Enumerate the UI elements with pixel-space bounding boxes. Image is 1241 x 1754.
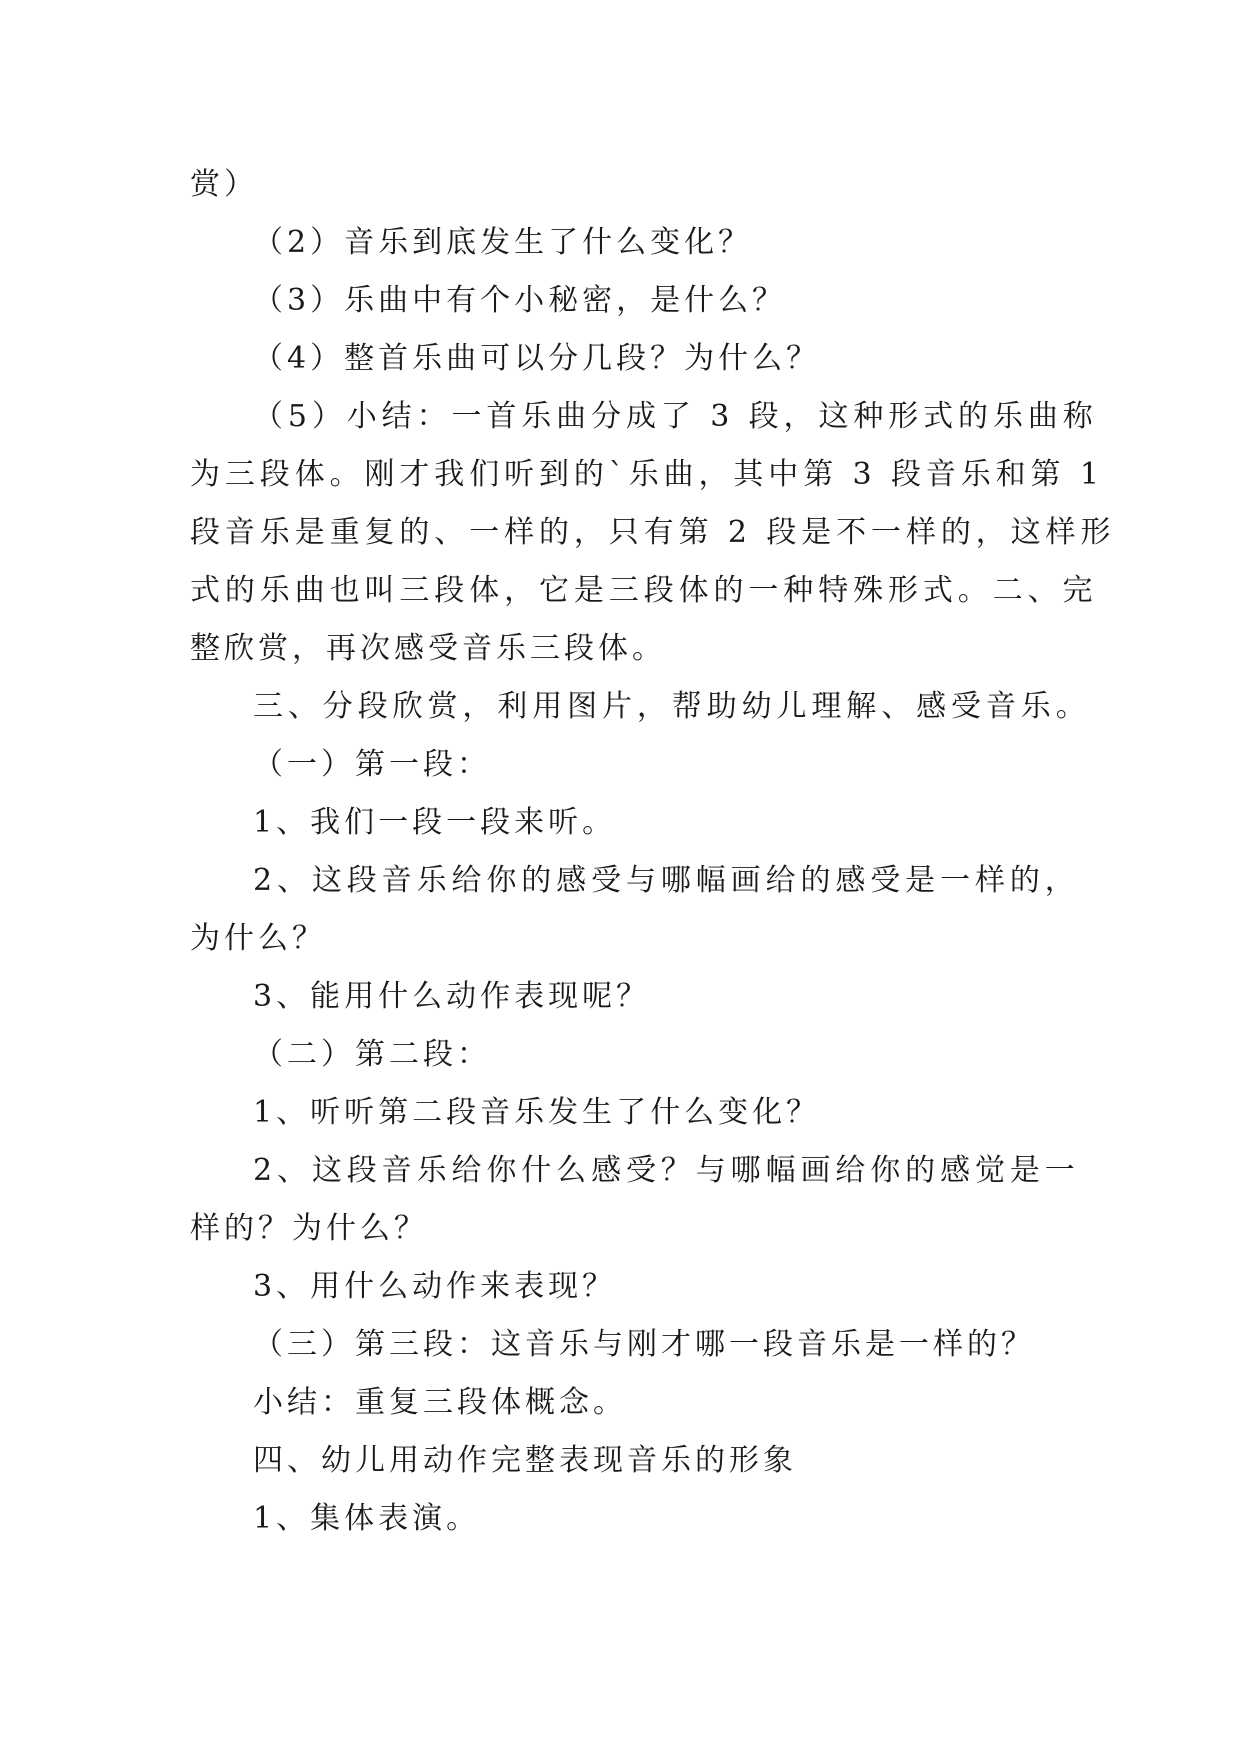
text-line: 1、我们一段一段来听。 xyxy=(253,805,617,840)
text-line: 为三段体。刚才我们听到的`乐曲，其中第 3 段音乐和第 1 xyxy=(190,457,1104,492)
text-line: 2、这段音乐给你的感受与哪幅画给的感受是一样的， xyxy=(253,863,1080,898)
text-line: （3）乐曲中有个小秘密，是什么？ xyxy=(253,283,787,318)
text-line: 样的？为什么？ xyxy=(190,1211,428,1246)
text-line: （二）第二段： xyxy=(253,1037,491,1072)
text-line: （5）小结：一首乐曲分成了 3 段，这种形式的乐曲称 xyxy=(253,399,1098,434)
text-line: （三）第三段：这音乐与刚才哪一段音乐是一样的？ xyxy=(253,1327,1035,1362)
text-line: 1、听听第二段音乐发生了什么变化？ xyxy=(253,1095,821,1130)
text-line: 赏） xyxy=(190,167,258,202)
text-line: 式的乐曲也叫三段体，它是三段体的一种特殊形式。二、完 xyxy=(190,573,1098,608)
text-line: 四、幼儿用动作完整表现音乐的形象 xyxy=(253,1443,797,1478)
text-line: 2、这段音乐给你什么感受？与哪幅画给你的感觉是一 xyxy=(253,1153,1080,1188)
text-line: 3、能用什么动作表现呢？ xyxy=(253,979,651,1014)
text-line: 1、集体表演。 xyxy=(253,1501,481,1536)
text-line: 为什么？ xyxy=(190,921,326,956)
text-line: 整欣赏，再次感受音乐三段体。 xyxy=(190,631,666,666)
text-line: 段音乐是重复的、一样的，只有第 2 段是不一样的，这样形 xyxy=(190,515,1116,550)
text-line: （4）整首乐曲可以分几段？为什么？ xyxy=(253,341,821,376)
text-line: 小结：重复三段体概念。 xyxy=(253,1385,627,1420)
text-line: 3、用什么动作来表现？ xyxy=(253,1269,617,1304)
text-line: 三、分段欣赏，利用图片，帮助幼儿理解、感受音乐。 xyxy=(253,689,1091,724)
text-line: （2）音乐到底发生了什么变化？ xyxy=(253,225,753,260)
text-line: （一）第一段： xyxy=(253,747,491,782)
